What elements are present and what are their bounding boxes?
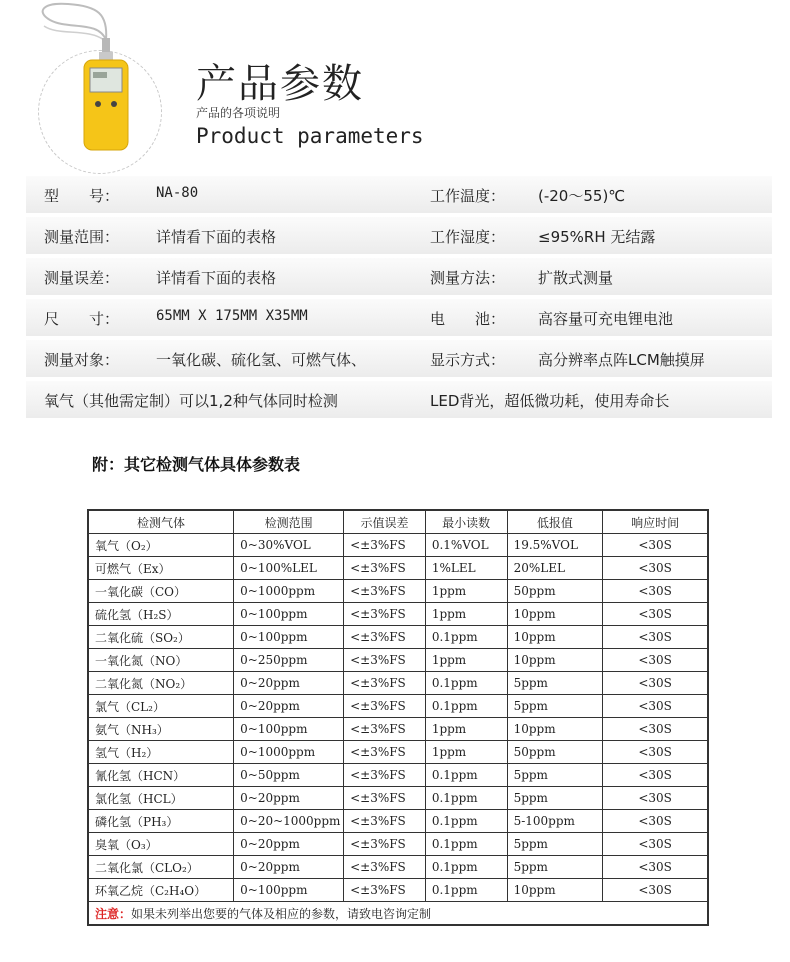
table-cell: 0~100ppm: [234, 718, 344, 741]
table-cell: <±3%FS: [344, 833, 426, 856]
table-cell: <±3%FS: [344, 879, 426, 902]
table-cell: 10ppm: [507, 626, 603, 649]
table-cell: <30S: [603, 695, 708, 718]
table-cell: 0~20ppm: [234, 672, 344, 695]
spec-value: 一氧化碳、硫化氢、可燃气体、: [156, 351, 367, 369]
table-cell: 一氧化氮（NO）: [88, 649, 234, 672]
table-cell: <30S: [603, 580, 708, 603]
table-cell: 二氧化氯（CLO₂）: [88, 856, 234, 879]
table-row: [88, 603, 708, 626]
spec-label: 尺 寸：: [44, 310, 120, 328]
table-cell: 0~100ppm: [234, 626, 344, 649]
table-cell: 50ppm: [507, 741, 603, 764]
table-cell: <±3%FS: [344, 649, 426, 672]
table-cell: 0~100%LEL: [234, 557, 344, 580]
table-row: [88, 741, 708, 764]
table-row: [88, 626, 708, 649]
spec-label: 测量对象：: [44, 351, 120, 369]
table-header: 低报值: [507, 510, 603, 534]
table-cell: 1ppm: [425, 649, 507, 672]
spec-label: 工作湿度：: [430, 228, 506, 246]
table-cell: 10ppm: [507, 649, 603, 672]
table-cell: 1ppm: [425, 603, 507, 626]
table-row: [88, 557, 708, 580]
spec-value: NA-80: [156, 185, 199, 201]
table-row: [88, 833, 708, 856]
table-cell: 0~30%VOL: [234, 534, 344, 557]
table-cell: 0.1ppm: [425, 856, 507, 879]
table-cell: <±3%FS: [344, 695, 426, 718]
note-label: 注意：: [95, 906, 132, 921]
table-cell: 一氧化碳（CO）: [88, 580, 234, 603]
spec-row-size: [26, 299, 772, 336]
table-cell: <30S: [603, 649, 708, 672]
table-cell: <30S: [603, 626, 708, 649]
table-cell: <30S: [603, 833, 708, 856]
spec-value: 高容量可充电锂电池: [538, 310, 674, 328]
table-cell: 环氧乙烷（C₂H₄O）: [88, 879, 234, 902]
table-cell: <±3%FS: [344, 626, 426, 649]
table-cell: 可燃气（Ex）: [88, 557, 234, 580]
table-cell: 5ppm: [507, 856, 603, 879]
table-cell: 0.1ppm: [425, 672, 507, 695]
table-cell: 氧气（O₂）: [88, 534, 234, 557]
table-cell: <30S: [603, 672, 708, 695]
table-cell: 0~100ppm: [234, 603, 344, 626]
spec-row-model: [26, 176, 772, 213]
spec-text: LED背光，超低微功耗，使用寿命长: [430, 392, 670, 410]
table-cell: 10ppm: [507, 879, 603, 902]
table-cell: 氨气（NH₃）: [88, 718, 234, 741]
table-cell: <30S: [603, 534, 708, 557]
table-cell: <30S: [603, 856, 708, 879]
spec-label: 测量方法：: [430, 269, 506, 287]
page-title: 产品参数: [196, 61, 364, 107]
table-header: 最小读数: [425, 510, 507, 534]
table-cell: 0~1000ppm: [234, 580, 344, 603]
table-cell: 磷化氢（PH₃）: [88, 810, 234, 833]
table-cell: 1ppm: [425, 580, 507, 603]
page-title-english: Product parameters: [196, 124, 424, 148]
spec-label: 型 号：: [44, 187, 120, 205]
table-cell: <±3%FS: [344, 764, 426, 787]
spec-label: 测量误差：: [44, 269, 120, 287]
table-cell: 5ppm: [507, 764, 603, 787]
table-cell: 1ppm: [425, 741, 507, 764]
table-cell: 20%LEL: [507, 557, 603, 580]
spec-row-continuation: [26, 381, 772, 418]
table-cell: <30S: [603, 741, 708, 764]
spec-label: 电 池：: [430, 310, 506, 328]
table-row: [88, 649, 708, 672]
table-cell: 5ppm: [507, 695, 603, 718]
table-note-row: [88, 902, 708, 926]
table-cell: 19.5%VOL: [507, 534, 603, 557]
table-row: [88, 787, 708, 810]
table-header: 示值误差: [344, 510, 426, 534]
table-header: 检测气体: [88, 510, 234, 534]
table-cell: 0~250ppm: [234, 649, 344, 672]
table-row: [88, 718, 708, 741]
table-cell: 氢气（H₂）: [88, 741, 234, 764]
spec-value: 详情看下面的表格: [156, 228, 277, 246]
spec-label: 测量范围：: [44, 228, 120, 246]
table-cell: 5-100ppm: [507, 810, 603, 833]
table-cell: <±3%FS: [344, 672, 426, 695]
table-cell: <30S: [603, 764, 708, 787]
table-cell: 10ppm: [507, 603, 603, 626]
spec-row-error: [26, 258, 772, 295]
table-cell: <30S: [603, 603, 708, 626]
table-cell: 臭氧（O₃）: [88, 833, 234, 856]
spec-row-target: [26, 340, 772, 377]
table-cell: 50ppm: [507, 580, 603, 603]
table-cell: 二氧化硫（SO₂）: [88, 626, 234, 649]
table-cell: 1%LEL: [425, 557, 507, 580]
table-cell: 0.1ppm: [425, 879, 507, 902]
table-cell: 0~20ppm: [234, 695, 344, 718]
table-row: [88, 764, 708, 787]
table-row: [88, 695, 708, 718]
gas-parameter-table: [87, 509, 709, 926]
table-cell: <±3%FS: [344, 856, 426, 879]
spec-value: 详情看下面的表格: [156, 269, 277, 287]
product-image: [28, 0, 168, 160]
spec-value: 扩散式测量: [538, 269, 614, 287]
table-cell: <30S: [603, 718, 708, 741]
table-row: [88, 672, 708, 695]
table-row: [88, 810, 708, 833]
table-cell: 氰化氢（HCN）: [88, 764, 234, 787]
table-cell: 0.1ppm: [425, 833, 507, 856]
spec-value: (-20～55)℃: [538, 187, 626, 205]
table-cell: 0~100ppm: [234, 879, 344, 902]
table-cell: 5ppm: [507, 833, 603, 856]
table-cell: <30S: [603, 557, 708, 580]
table-cell: 0.1ppm: [425, 626, 507, 649]
table-cell: 10ppm: [507, 718, 603, 741]
table-cell: 0.1ppm: [425, 787, 507, 810]
spec-text: 氧气（其他需定制）可以1,2种气体同时检测: [44, 392, 338, 410]
table-cell: <±3%FS: [344, 603, 426, 626]
table-cell: 0~20ppm: [234, 833, 344, 856]
table-cell: 1ppm: [425, 718, 507, 741]
table-cell: 0.1ppm: [425, 810, 507, 833]
table-row: [88, 580, 708, 603]
page-subtitle: 产品的各项说明: [196, 106, 281, 120]
table-cell: <±3%FS: [344, 810, 426, 833]
table-cell: 0~20ppm: [234, 856, 344, 879]
gas-detector-device-icon: [28, 0, 168, 160]
spec-label: 显示方式：: [430, 351, 506, 369]
table-cell: 0.1%VOL: [425, 534, 507, 557]
spec-list: [26, 176, 772, 422]
table-cell: <30S: [603, 787, 708, 810]
table-cell: 氯化氢（HCL）: [88, 787, 234, 810]
table-cell: 0~50ppm: [234, 764, 344, 787]
spec-row-range: [26, 217, 772, 254]
table-row: [88, 856, 708, 879]
table-cell: <±3%FS: [344, 787, 426, 810]
spec-label: 工作温度：: [430, 187, 506, 205]
table-cell: <±3%FS: [344, 580, 426, 603]
table-cell: 0~20ppm: [234, 787, 344, 810]
table-cell: 0~1000ppm: [234, 741, 344, 764]
table-cell: 二氧化氮（NO₂）: [88, 672, 234, 695]
table-cell: <±3%FS: [344, 557, 426, 580]
table-header-row: [88, 510, 708, 534]
table-row: [88, 879, 708, 902]
spec-value: ≤95%RH 无结露: [538, 228, 656, 246]
table-cell: 0.1ppm: [425, 764, 507, 787]
table-header: 响应时间: [603, 510, 708, 534]
note-text: 如果未列举出您要的气体及相应的参数，请致电咨询定制: [131, 906, 432, 921]
spec-value: 高分辨率点阵LCM触摸屏: [538, 351, 705, 369]
table-cell: <±3%FS: [344, 534, 426, 557]
table-cell: 氯气（CL₂）: [88, 695, 234, 718]
table-cell: 0~20~1000ppm: [234, 810, 344, 833]
table-cell: <30S: [603, 879, 708, 902]
table-header: 检测范围: [234, 510, 344, 534]
table-note: [88, 902, 708, 926]
table-cell: <±3%FS: [344, 741, 426, 764]
table-cell: 5ppm: [507, 672, 603, 695]
appendix-title: 附：其它检测气体具体参数表: [92, 455, 301, 474]
table-cell: 5ppm: [507, 787, 603, 810]
table-cell: 0.1ppm: [425, 695, 507, 718]
table-cell: <30S: [603, 810, 708, 833]
table-cell: <±3%FS: [344, 718, 426, 741]
table-row: [88, 534, 708, 557]
table-cell: 硫化氢（H₂S）: [88, 603, 234, 626]
spec-value: 65MM X 175MM X35MM: [156, 308, 308, 324]
